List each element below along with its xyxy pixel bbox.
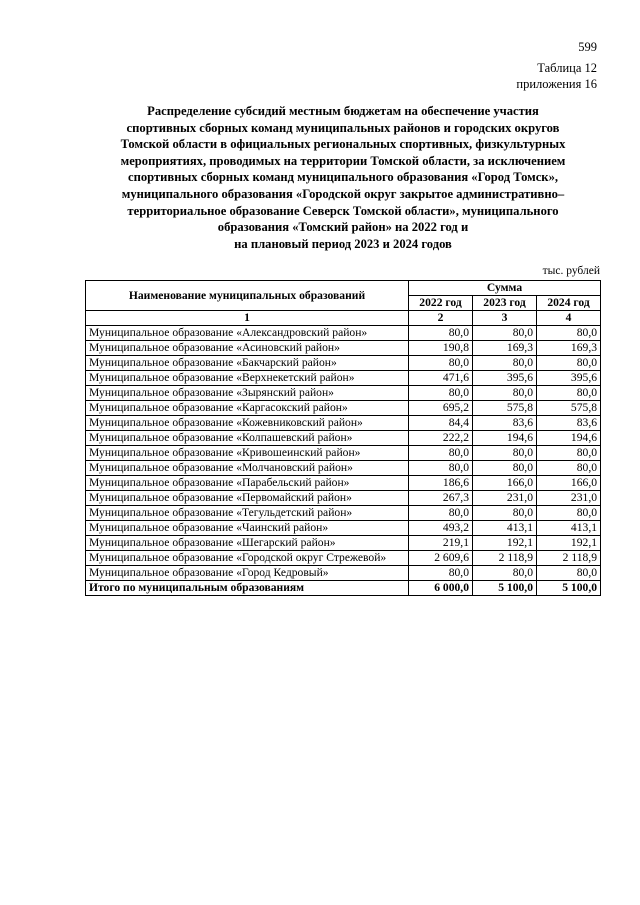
- value-2024: 169,3: [537, 341, 601, 356]
- municipality-name: Муниципальное образование «Александровский район»: [86, 326, 409, 341]
- value-2024: 80,0: [537, 446, 601, 461]
- document-title: [78, 103, 608, 252]
- value-2022: 80,0: [409, 461, 473, 476]
- table-row: [86, 461, 601, 476]
- table-row: [86, 386, 601, 401]
- header-year-2023: 2023 год: [473, 296, 537, 311]
- value-2023: 80,0: [473, 461, 537, 476]
- title-line: Распределение субсидий местным бюджетам на обеспечение участия: [147, 104, 539, 118]
- value-2023: 169,3: [473, 341, 537, 356]
- table-row: [86, 371, 601, 386]
- value-2022: 190,8: [409, 341, 473, 356]
- value-2022: 219,1: [409, 536, 473, 551]
- value-2023: 231,0: [473, 491, 537, 506]
- page-number: 599: [578, 40, 597, 54]
- value-2022: 186,6: [409, 476, 473, 491]
- value-2023: 80,0: [473, 356, 537, 371]
- title-line: мероприятиях, проводимых на территории Томской области, за исключением: [120, 153, 566, 168]
- column-number: 4: [537, 311, 601, 326]
- total-2022: 6 000,0: [409, 581, 473, 596]
- title-line: муниципального образования «Городской округ закрытое административно–: [121, 186, 565, 201]
- title-line: спортивных сборных команд муниципальных районов и городских округов: [126, 120, 560, 135]
- municipality-name: Муниципальное образование «Город Кедровый»: [86, 566, 409, 581]
- value-2023: 413,1: [473, 521, 537, 536]
- municipality-name: Муниципальное образование «Молчановский район»: [86, 461, 409, 476]
- value-2022: 695,2: [409, 401, 473, 416]
- column-number: 2: [409, 311, 473, 326]
- value-2023: 80,0: [473, 446, 537, 461]
- value-2023: 194,6: [473, 431, 537, 446]
- unit-note: тыс. рублей: [542, 265, 600, 277]
- municipality-name: Муниципальное образование «Асиновский район»: [86, 341, 409, 356]
- municipality-name: Муниципальное образование «Городской округ Стрежевой»: [86, 551, 409, 566]
- value-2023: 575,8: [473, 401, 537, 416]
- value-2024: 575,8: [537, 401, 601, 416]
- municipality-name: Муниципальное образование «Колпашевский район»: [86, 431, 409, 446]
- header-year-2022: 2022 год: [409, 296, 473, 311]
- value-2022: 80,0: [409, 326, 473, 341]
- value-2023: 80,0: [473, 386, 537, 401]
- value-2024: 80,0: [537, 386, 601, 401]
- value-2023: 192,1: [473, 536, 537, 551]
- column-number: 1: [86, 311, 409, 326]
- value-2023: 80,0: [473, 566, 537, 581]
- table-label: Таблица 12: [537, 61, 597, 75]
- value-2022: 493,2: [409, 521, 473, 536]
- appendix-label: приложения 16: [516, 77, 597, 91]
- municipality-name: Муниципальное образование «Чаинский район»: [86, 521, 409, 536]
- value-2022: 80,0: [409, 356, 473, 371]
- table-header: [86, 281, 601, 326]
- value-2024: 194,6: [537, 431, 601, 446]
- municipality-name: Муниципальное образование «Зырянский район»: [86, 386, 409, 401]
- table-row: [86, 446, 601, 461]
- value-2022: 80,0: [409, 566, 473, 581]
- municipality-name: Муниципальное образование «Верхнекетский район»: [86, 371, 409, 386]
- value-2022: 222,2: [409, 431, 473, 446]
- value-2023: 83,6: [473, 416, 537, 431]
- municipality-name: Муниципальное образование «Кривошеинский район»: [86, 446, 409, 461]
- table-row: [86, 356, 601, 371]
- municipality-name: Муниципальное образование «Первомайский район»: [86, 491, 409, 506]
- value-2022: 80,0: [409, 506, 473, 521]
- total-2023: 5 100,0: [473, 581, 537, 596]
- appendix-reference: [516, 60, 597, 92]
- table-row: [86, 566, 601, 581]
- table-row: [86, 341, 601, 356]
- value-2022: 84,4: [409, 416, 473, 431]
- value-2023: 80,0: [473, 326, 537, 341]
- title-line: территориальное образование Северск Томской области», муниципального: [127, 203, 559, 218]
- value-2024: 192,1: [537, 536, 601, 551]
- table-body: [86, 326, 601, 581]
- header-name: Наименование муниципальных образований: [86, 281, 409, 311]
- title-line: на плановый период 2023 и 2024 годов: [234, 236, 452, 251]
- table-row: [86, 491, 601, 506]
- value-2023: 80,0: [473, 506, 537, 521]
- value-2022: 267,3: [409, 491, 473, 506]
- table-row: [86, 431, 601, 446]
- municipality-name: Муниципальное образование «Бакчарский район»: [86, 356, 409, 371]
- title-line: образования «Томский район» на 2022 год и: [217, 220, 469, 235]
- table-row: [86, 476, 601, 491]
- table-row: [86, 401, 601, 416]
- subsidy-table: [85, 280, 601, 596]
- municipality-name: Муниципальное образование «Шегарский район»: [86, 536, 409, 551]
- value-2024: 80,0: [537, 506, 601, 521]
- table-row: [86, 551, 601, 566]
- table-row: [86, 521, 601, 536]
- value-2023: 166,0: [473, 476, 537, 491]
- total-row: [86, 581, 601, 596]
- value-2024: 83,6: [537, 416, 601, 431]
- municipality-name: Муниципальное образование «Тегульдетский район»: [86, 506, 409, 521]
- value-2023: 2 118,9: [473, 551, 537, 566]
- value-2024: 80,0: [537, 461, 601, 476]
- header-year-2024: 2024 год: [537, 296, 601, 311]
- table-row: [86, 416, 601, 431]
- municipality-name: Муниципальное образование «Кожевниковский район»: [86, 416, 409, 431]
- header-sum: Сумма: [409, 281, 601, 296]
- title-line: спортивных сборных команд муниципального образования «Город Томск»,: [127, 170, 559, 185]
- value-2024: 231,0: [537, 491, 601, 506]
- value-2024: 80,0: [537, 326, 601, 341]
- value-2023: 395,6: [473, 371, 537, 386]
- municipality-name: Муниципальное образование «Каргасокский район»: [86, 401, 409, 416]
- value-2022: 80,0: [409, 446, 473, 461]
- table-row: [86, 326, 601, 341]
- value-2024: 166,0: [537, 476, 601, 491]
- value-2022: 471,6: [409, 371, 473, 386]
- column-number: 3: [473, 311, 537, 326]
- total-label: Итого по муниципальным образованиям: [86, 581, 409, 596]
- value-2024: 395,6: [537, 371, 601, 386]
- value-2024: 80,0: [537, 566, 601, 581]
- table-row: [86, 536, 601, 551]
- municipality-name: Муниципальное образование «Парабельский район»: [86, 476, 409, 491]
- total-2024: 5 100,0: [537, 581, 601, 596]
- value-2024: 413,1: [537, 521, 601, 536]
- value-2024: 80,0: [537, 356, 601, 371]
- value-2022: 2 609,6: [409, 551, 473, 566]
- table-row: [86, 506, 601, 521]
- title-line: Томской области в официальных региональных спортивных, физкультурных: [120, 137, 566, 152]
- value-2022: 80,0: [409, 386, 473, 401]
- value-2024: 2 118,9: [537, 551, 601, 566]
